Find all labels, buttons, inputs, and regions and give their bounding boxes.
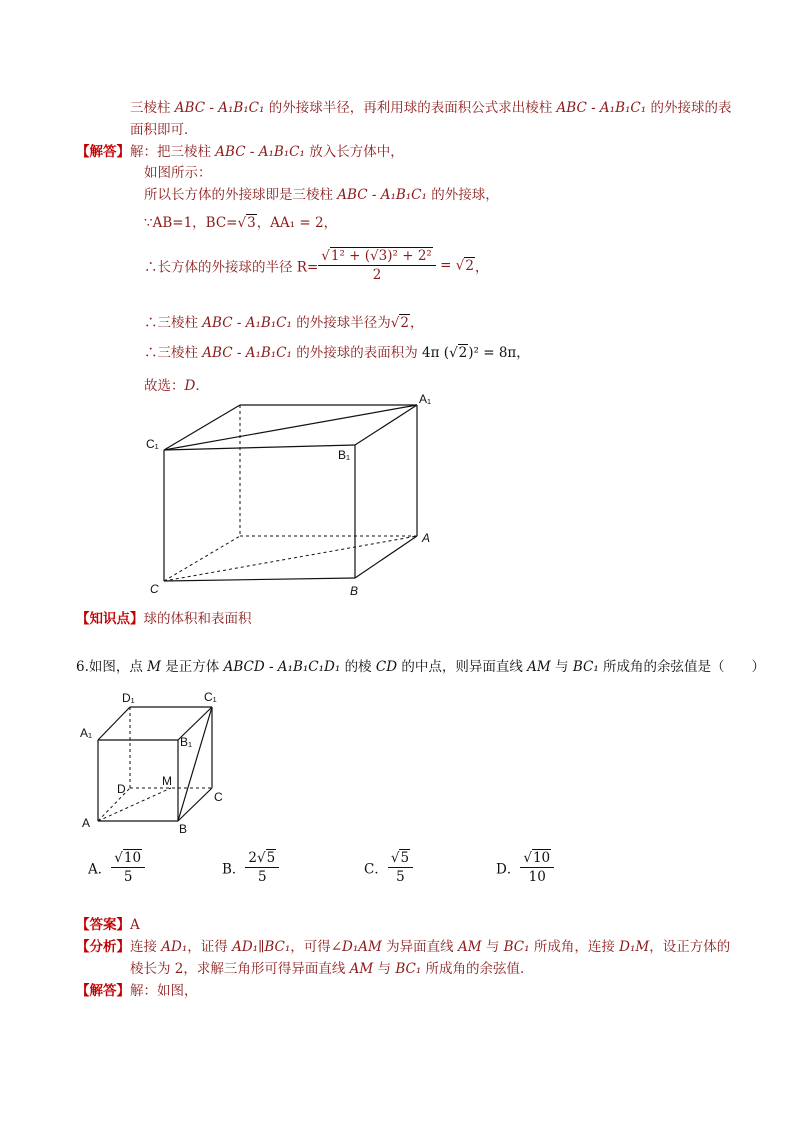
fraction-denominator: 10 [528,869,546,885]
text: 连接 [130,939,162,955]
fraction-numerator [318,248,436,266]
prism-name: ABC - A₁B₁C₁ [174,100,265,116]
text: 与 [481,939,504,955]
text: 所以长方体的外接球即是三棱柱 [144,187,338,203]
radicand: 1² + (√3)² + 2² [330,248,432,264]
edge [164,578,355,581]
label-C: C [214,790,223,804]
question-6-stem [76,655,765,675]
math: BC₁ [503,939,530,955]
text: 所成角，连接 [529,939,620,955]
label-C1: C₁ [204,690,217,704]
text: 解：把三棱柱 [130,144,216,160]
fraction-numerator [388,850,413,868]
text: 的棱 [340,659,376,675]
text: 4π ( [422,345,450,361]
solution-line2 [144,161,212,181]
text: 解：如图， [130,983,198,999]
label-B1: B₁ [338,448,351,462]
fraction-denominator: 2 [372,267,382,283]
hidden-edge [164,536,240,581]
label-A1: A₁ [419,392,432,406]
fraction-numerator [111,850,145,868]
edge [355,536,417,578]
label-B: B [179,822,188,836]
hidden-edge [164,536,417,581]
label-D1: D₁ [122,691,135,705]
text: ． [195,378,209,394]
text: 三棱柱 [130,100,175,116]
option-fraction [245,850,279,885]
text: 的外接球的表面积为 [291,345,423,361]
edge [164,445,355,450]
answer-line [76,913,140,933]
solution-line5-radius [144,248,488,283]
math: AM [527,659,551,675]
answer-tag: 【答案】 [76,917,130,933]
text: 所成角的余弦值． [421,961,534,977]
text: )² = 8π， [468,345,530,361]
text: 的外接球半径，再利用球的表面积公式求出棱柱 [264,100,557,116]
math: ∠D₁AM [330,939,382,955]
text: ∴三棱柱 [144,345,203,361]
math: CD [375,659,398,675]
math: ABCD - A₁B₁C₁D₁ [223,659,341,675]
option-key: C． [364,861,388,878]
fraction-denominator: 5 [123,869,133,885]
sqrt-sign: √ [114,850,123,866]
text: 的外接球的表 [646,100,732,116]
sqrt-sign: √ [523,850,532,866]
solution-line1 [76,140,404,160]
radius-fraction [318,248,436,283]
text: ∴三棱柱 [144,315,203,331]
fraction-numerator [520,850,554,868]
solution-line3 [144,183,499,203]
radicand: 5 [266,850,276,866]
math: M [147,659,161,675]
analysis-continuation-line1 [130,96,731,116]
sqrt-sign: √ [321,248,330,264]
edge [98,707,130,740]
math: BC₁ [395,961,422,977]
answer-value: A [130,917,140,933]
option-c[interactable] [364,850,413,885]
radicand: 2 [400,315,409,331]
solution-line7 [144,341,530,361]
edge [164,405,417,450]
option-key: B． [222,861,246,878]
analysis-line1 [76,935,730,955]
text: 与 [550,659,573,675]
solution-line [76,979,198,999]
option-key: D． [496,861,521,878]
text: 的外接球， [426,187,499,203]
text: ，证得 [187,939,233,955]
text: 为异面直线 [381,939,458,955]
radicand: 10 [532,850,551,866]
fraction-numerator [245,850,279,868]
prism-name: ABC - A₁B₁C₁ [337,187,427,203]
radicand: 10 [123,850,142,866]
fraction-denominator: 5 [258,869,267,885]
text: 的外接球半径为 [291,315,391,331]
text: 面积即可． [130,122,198,138]
math: AM [457,939,482,955]
edge [178,788,212,821]
prism-name: ABC - A₁B₁C₁ [556,100,647,116]
solution-tag: 【解答】 [76,983,130,999]
math: BC₁ [572,659,599,675]
text: 与 [373,961,396,977]
label-C1: C₁ [146,437,159,451]
text: 6.如图，点 [76,659,148,675]
text: = [435,257,456,274]
text: ，AA₁ = 2， [256,215,338,231]
solution-line4 [144,211,337,231]
radicand: 2 [458,345,468,361]
radicand: 2 [465,257,474,274]
math: AD₁ [161,939,188,955]
option-a[interactable] [88,850,145,885]
analysis-continuation-line2 [130,118,198,138]
knowledge-tag: 【知识点】 [76,611,144,627]
option-fraction [388,850,413,885]
text: ∴长方体的外接球的半径 R= [144,259,319,276]
sqrt-sign: √ [390,315,400,331]
text: 的中点，则异面直线 [397,659,528,675]
text: ∵AB=1，BC= [144,215,238,231]
text: 故选： [144,378,185,394]
edge [164,405,240,450]
math: AD₁∥BC₁ [232,939,291,955]
text: 棱长为 2，求解三角形可得异面直线 [130,961,350,977]
solution-tag: 【解答】 [76,144,130,160]
label-A1: A₁ [80,726,93,740]
prism-name: ABC - A₁B₁C₁ [202,315,292,331]
text: ， [474,259,489,276]
solution-line6 [144,311,423,331]
knowledge-text: 球的体积和表面积 [143,611,252,627]
option-fraction [111,850,145,885]
label-C: C [150,582,159,596]
analysis-line2 [130,957,534,977]
coefficient: 2 [248,850,258,866]
label-A: A [422,531,431,545]
label-B: B [350,584,359,598]
choice-letter: D [184,378,196,394]
text: 所成角的余弦值是（ ） [598,659,766,675]
text: 放入长方体中， [304,144,404,160]
solution-choice [144,374,209,394]
math: D₁M [619,939,650,955]
prism-name: ABC - A₁B₁C₁ [202,345,292,361]
sqrt-sign: √ [237,215,247,231]
fraction-denominator: 5 [396,869,405,885]
prism-name: ABC - A₁B₁C₁ [215,144,305,160]
label-A: A [82,816,91,830]
label-M: M [162,774,172,788]
hidden-edge-AM [98,788,171,821]
option-b[interactable] [222,850,279,885]
sqrt-sign: √ [390,850,400,866]
label-D: D [117,782,126,796]
text: ，可得 [290,939,331,955]
text: 如图所示： [144,165,212,181]
text: ，设正方体的 [649,939,731,955]
label-B1: B₁ [180,735,193,749]
option-fraction [520,850,554,885]
diagonal-BC1 [178,707,212,821]
math: AM [349,961,374,977]
option-key: A． [88,861,112,878]
radicand: 5 [400,850,410,866]
sqrt-sign: √ [449,345,458,361]
sqrt-sign: √ [455,257,465,274]
text: 是正方体 [161,659,224,675]
sqrt-sign: √ [257,850,266,866]
radicand: 3 [247,215,256,231]
option-d[interactable] [496,850,554,885]
text: ， [409,315,424,331]
edge [355,405,417,445]
knowledge-point [76,607,252,627]
analysis-tag: 【分析】 [76,939,130,955]
